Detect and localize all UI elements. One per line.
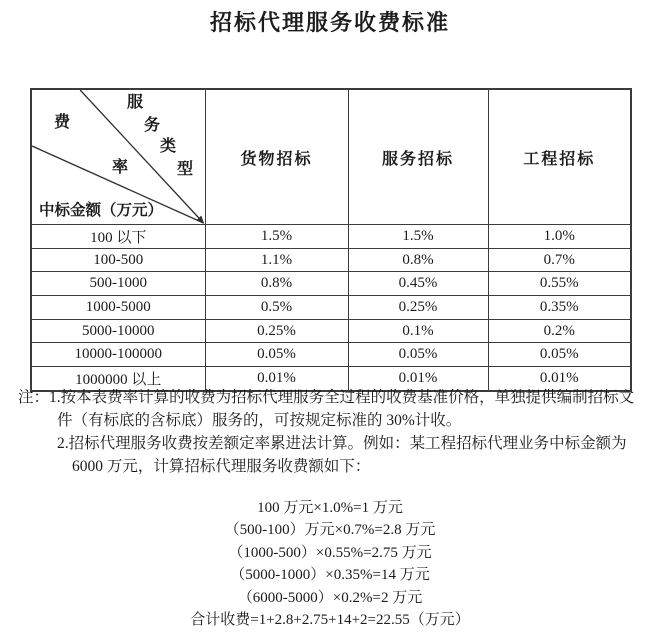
diagonal-label-service-char1: 服 <box>126 94 144 111</box>
note-line: 6000 万元，计算招标代理服务收费额如下： <box>72 458 371 475</box>
column-header-goods: 货物招标 <box>205 89 348 225</box>
diagonal-label-rate: 率 <box>111 159 129 176</box>
row-range: 1000000 以上 <box>31 367 205 391</box>
header-row <box>31 89 631 225</box>
cell-value: 0.1% <box>348 319 488 343</box>
diagonal-header-cell <box>31 89 205 225</box>
cell-value: 0.25% <box>348 296 488 320</box>
calc-line: （500-100）万元×0.7%=2.8 万元 <box>224 522 436 539</box>
cell-value: 0.2% <box>488 319 631 343</box>
row-range: 5000-10000 <box>31 319 205 343</box>
calc-line: （1000-500）×0.55%=2.75 万元 <box>228 544 432 561</box>
cell-value: 0.5% <box>205 296 348 320</box>
column-header-service: 服务招标 <box>348 89 488 225</box>
cell-value: 0.7% <box>488 248 631 272</box>
row-range: 100 以下 <box>31 225 205 249</box>
column-header-engineering: 工程招标 <box>488 89 631 225</box>
diagonal-label-service-char3: 类 <box>159 138 177 155</box>
diagonal-label-fee: 费 <box>53 114 71 131</box>
fee-table <box>30 88 632 392</box>
diagonal-label-service-char4: 型 <box>176 161 194 178</box>
cell-value: 0.8% <box>348 248 488 272</box>
note-line: 注：1.按本表费率计算的收费为招标代理服务全过程的收费基准价格，单独提供编制招标文 <box>18 389 635 406</box>
cell-value: 0.35% <box>488 296 631 320</box>
calculation-section <box>0 497 660 631</box>
table-row <box>31 319 631 343</box>
table-row <box>31 248 631 272</box>
calc-line: （5000-1000）×0.35%=14 万元 <box>230 567 430 584</box>
cell-value: 1.5% <box>348 225 488 249</box>
cell-value: 0.05% <box>348 343 488 367</box>
cell-value: 0.25% <box>205 319 348 343</box>
note-line: 2.招标代理服务收费按差额定率累进法计算。例如：某工程招标代理业务中标金额为 <box>57 435 627 452</box>
fee-rate-table <box>30 88 632 392</box>
table-row <box>31 225 631 249</box>
row-range: 100-500 <box>31 248 205 272</box>
cell-value: 0.01% <box>348 367 488 391</box>
cell-value: 0.45% <box>348 272 488 296</box>
table-row <box>31 343 631 367</box>
diagonal-label-service-char2: 务 <box>143 117 161 134</box>
cell-value: 0.05% <box>205 343 348 367</box>
cell-value: 0.05% <box>488 343 631 367</box>
cell-value: 0.8% <box>205 272 348 296</box>
note-line: 件（有标底的含标底）服务的，可按规定标准的 30%计收。 <box>57 412 462 429</box>
cell-value: 0.01% <box>205 367 348 391</box>
table-row <box>31 296 631 320</box>
notes-section <box>18 386 658 478</box>
cell-value: 1.0% <box>488 225 631 249</box>
cell-value: 1.1% <box>205 248 348 272</box>
calc-line: （6000-5000）×0.2%=2 万元 <box>237 589 423 606</box>
page-title: 招标代理服务收费标准 <box>209 10 450 35</box>
row-range: 10000-100000 <box>31 343 205 367</box>
row-range: 1000-5000 <box>31 296 205 320</box>
cell-value: 0.01% <box>488 367 631 391</box>
calc-total-line: 合计收费=1+2.8+2.75+14+2=22.55（万元） <box>190 612 470 629</box>
table-row <box>31 272 631 296</box>
cell-value: 1.5% <box>205 225 348 249</box>
calc-line: 100 万元×1.0%=1 万元 <box>257 500 403 516</box>
cell-value: 0.55% <box>488 272 631 296</box>
row-range: 500-1000 <box>31 272 205 296</box>
diagonal-label-amount: 中标金额（万元） <box>39 201 164 219</box>
